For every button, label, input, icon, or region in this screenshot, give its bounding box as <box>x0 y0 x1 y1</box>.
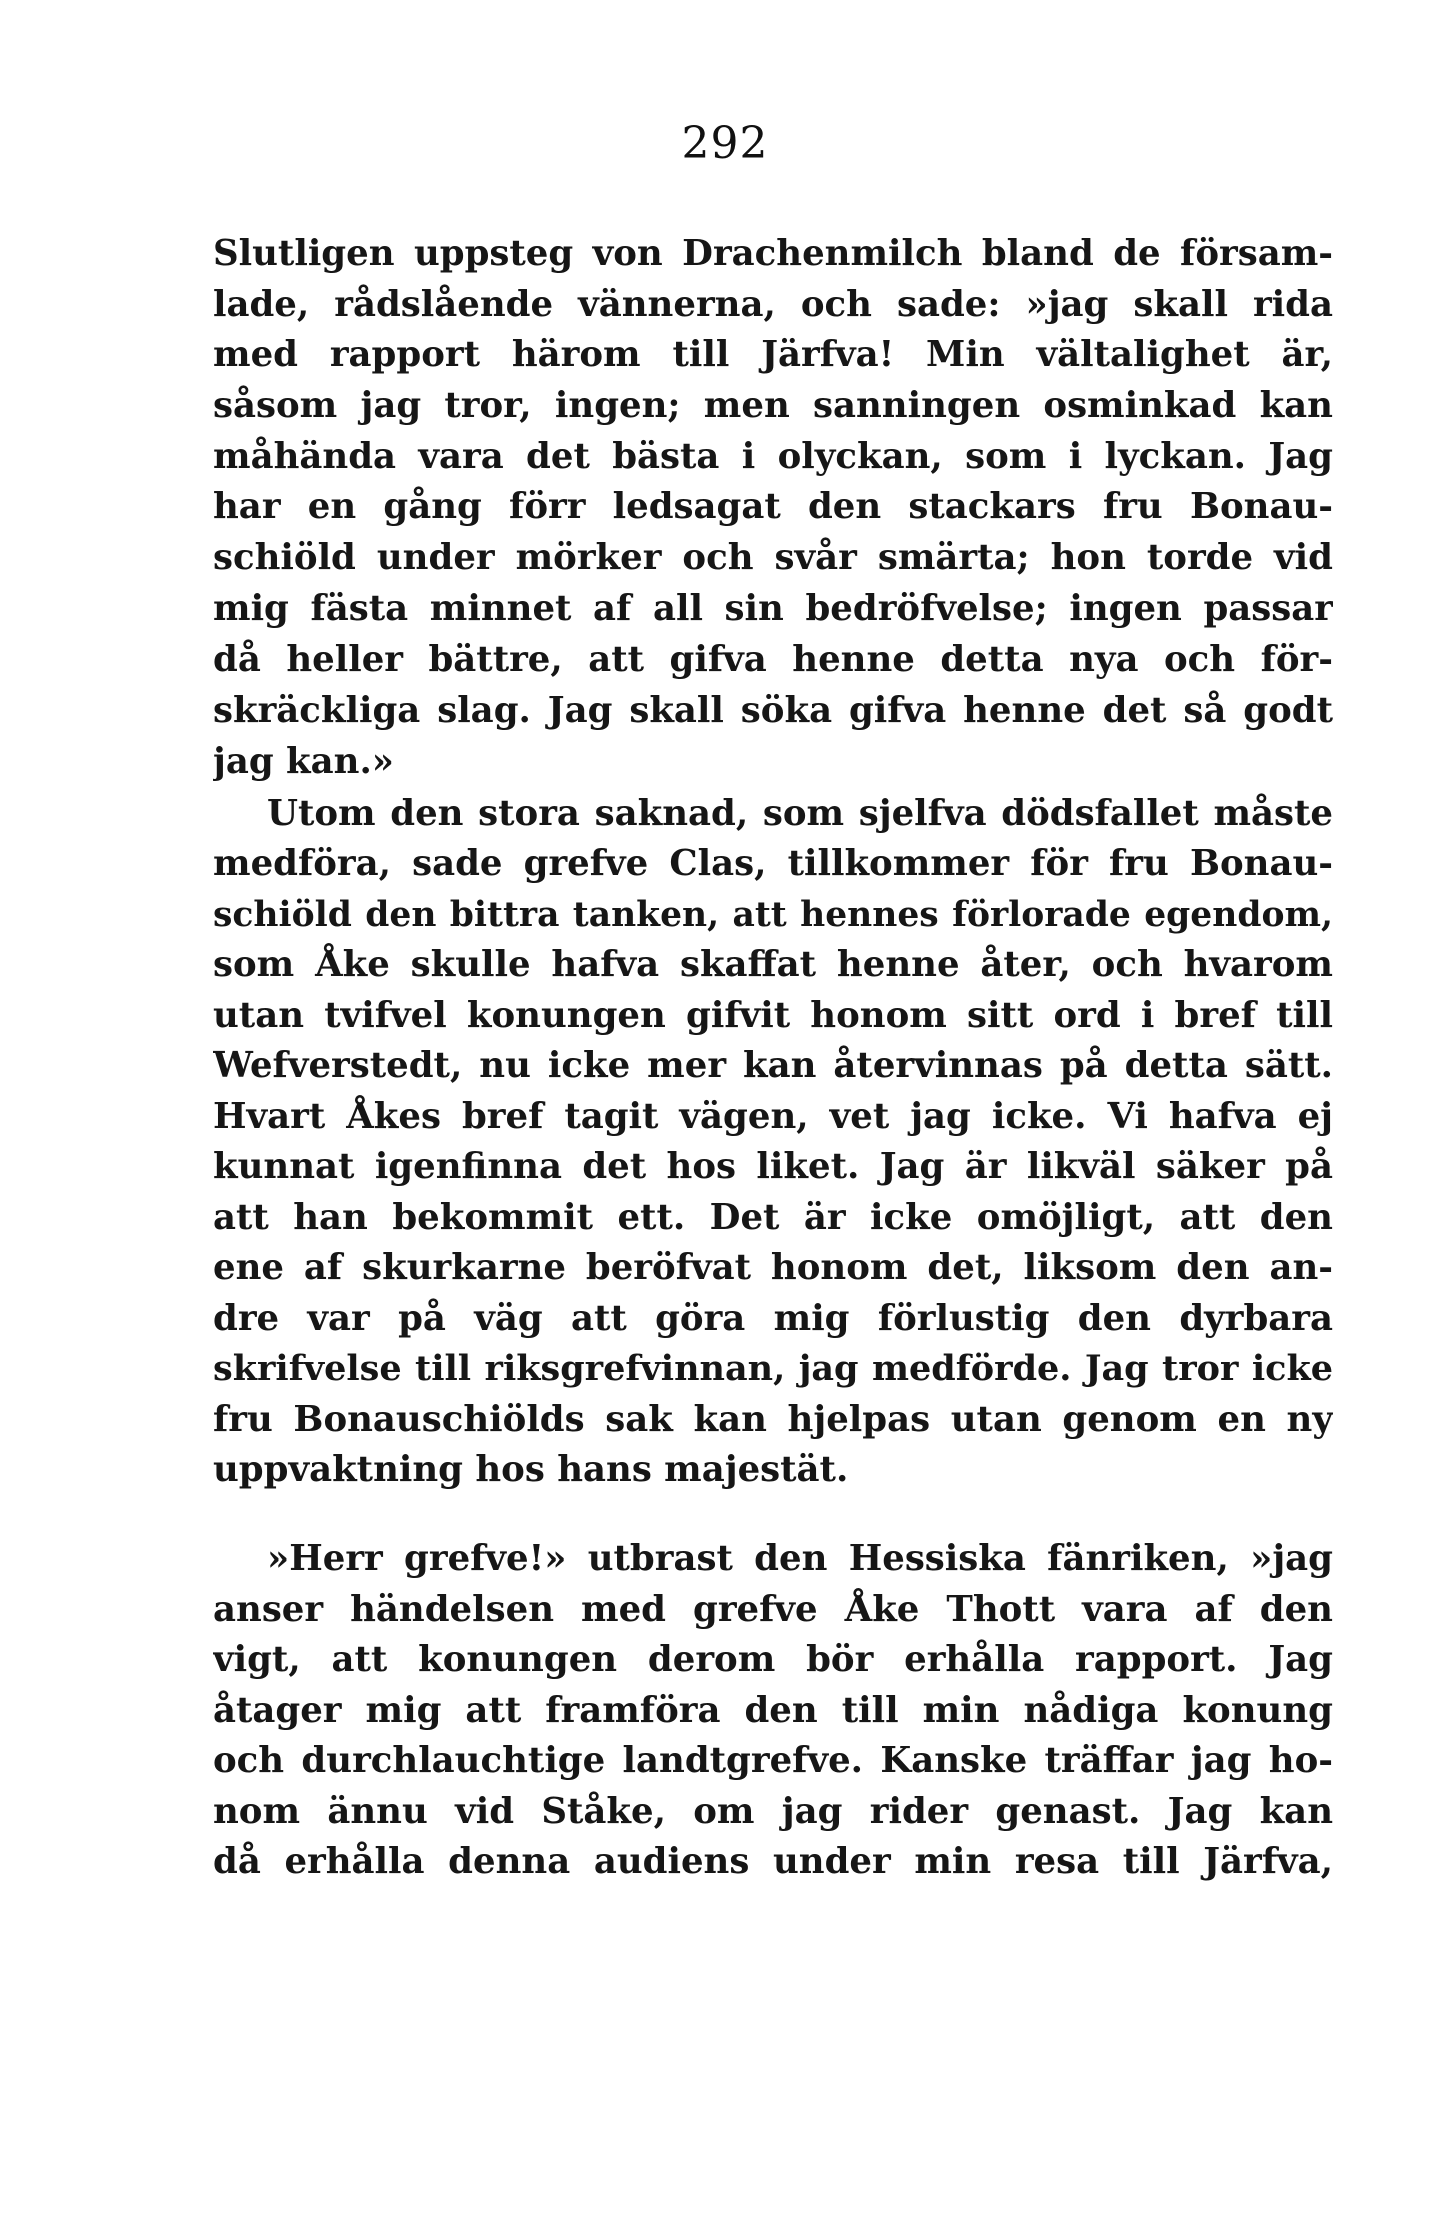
text-line-31: nom ännu vid Ståke, om jag rider genast. Jag kan <box>213 1791 1333 1832</box>
text-line-8: mig fästa minnet af all sin bedröfvelse; ingen passar <box>213 588 1333 629</box>
text-line-28: vigt, att konungen derom bör erhålla rapport. Jag <box>213 1639 1333 1680</box>
text-line-12: Utom den stora saknad, som sjelfva dödsfallet måste <box>267 793 1333 834</box>
text-line-2: lade, rådslående vännerna, och sade: »jag skall rida <box>213 284 1333 325</box>
text-line-19: kunnat igenfinna det hos liket. Jag är likväl säker på <box>213 1146 1333 1187</box>
text-line-27: anser händelsen med grefve Åke Thott vara af den <box>213 1589 1333 1630</box>
text-line-22: dre var på väg att göra mig förlustig den dyrbara <box>213 1298 1333 1339</box>
text-line-16: utan tvifvel konungen gifvit honom sitt ord i bref till <box>213 995 1333 1036</box>
text-line-20: att han bekommit ett. Det är icke omöjligt, att den <box>213 1197 1333 1238</box>
text-line-32: då erhålla denna audiens under min resa till Järfva, <box>213 1841 1333 1882</box>
text-line-4: såsom jag tror, ingen; men sanningen osminkad kan <box>213 385 1333 426</box>
text-line-9: då heller bättre, att gifva henne detta nya och för- <box>213 639 1333 680</box>
page-number: 292 <box>681 118 769 169</box>
text-line-17: Wefverstedt, nu icke mer kan återvinnas på detta sätt. <box>213 1045 1333 1086</box>
text-line-29: åtager mig att framföra den till min nådiga konung <box>213 1690 1333 1731</box>
text-line-3: med rapport härom till Järfva! Min vältalighet är, <box>213 334 1333 375</box>
text-line-26: »Herr grefve!» utbrast den Hessiska fänriken, »jag <box>267 1538 1333 1579</box>
text-line-7: schiöld under mörker och svår smärta; hon torde vid <box>213 537 1333 578</box>
text-line-25: uppvaktning hos hans majestät. <box>213 1449 849 1490</box>
text-line-10: skräckliga slag. Jag skall söka gifva henne det så godt <box>213 690 1333 731</box>
text-line-5: måhända vara det bästa i olyckan, som i lyckan. Jag <box>213 436 1333 477</box>
text-line-11: jag kan.» <box>213 741 394 782</box>
text-line-13: medföra, sade grefve Clas, tillkommer för fru Bonau- <box>213 843 1333 884</box>
text-line-24: fru Bonauschiölds sak kan hjelpas utan genom en ny <box>213 1399 1333 1440</box>
text-line-1: Slutligen uppsteg von Drachenmilch bland de försam- <box>213 233 1333 274</box>
text-line-18: Hvart Åkes bref tagit vägen, vet jag icke. Vi hafva ej <box>213 1096 1333 1137</box>
text-line-14: schiöld den bittra tanken, att hennes förlorade egendom, <box>213 895 1333 935</box>
text-line-30: och durchlauchtige landtgrefve. Kanske träffar jag ho- <box>213 1740 1333 1781</box>
text-line-6: har en gång förr ledsagat den stackars fru Bonau- <box>213 486 1333 527</box>
text-line-15: som Åke skulle hafva skaffat henne åter, och hvarom <box>213 944 1333 985</box>
text-line-21: ene af skurkarne beröfvat honom det, liksom den an- <box>213 1247 1333 1288</box>
text-line-23: skrifvelse till riksgrefvinnan, jag medförde. Jag tror icke <box>213 1348 1333 1389</box>
